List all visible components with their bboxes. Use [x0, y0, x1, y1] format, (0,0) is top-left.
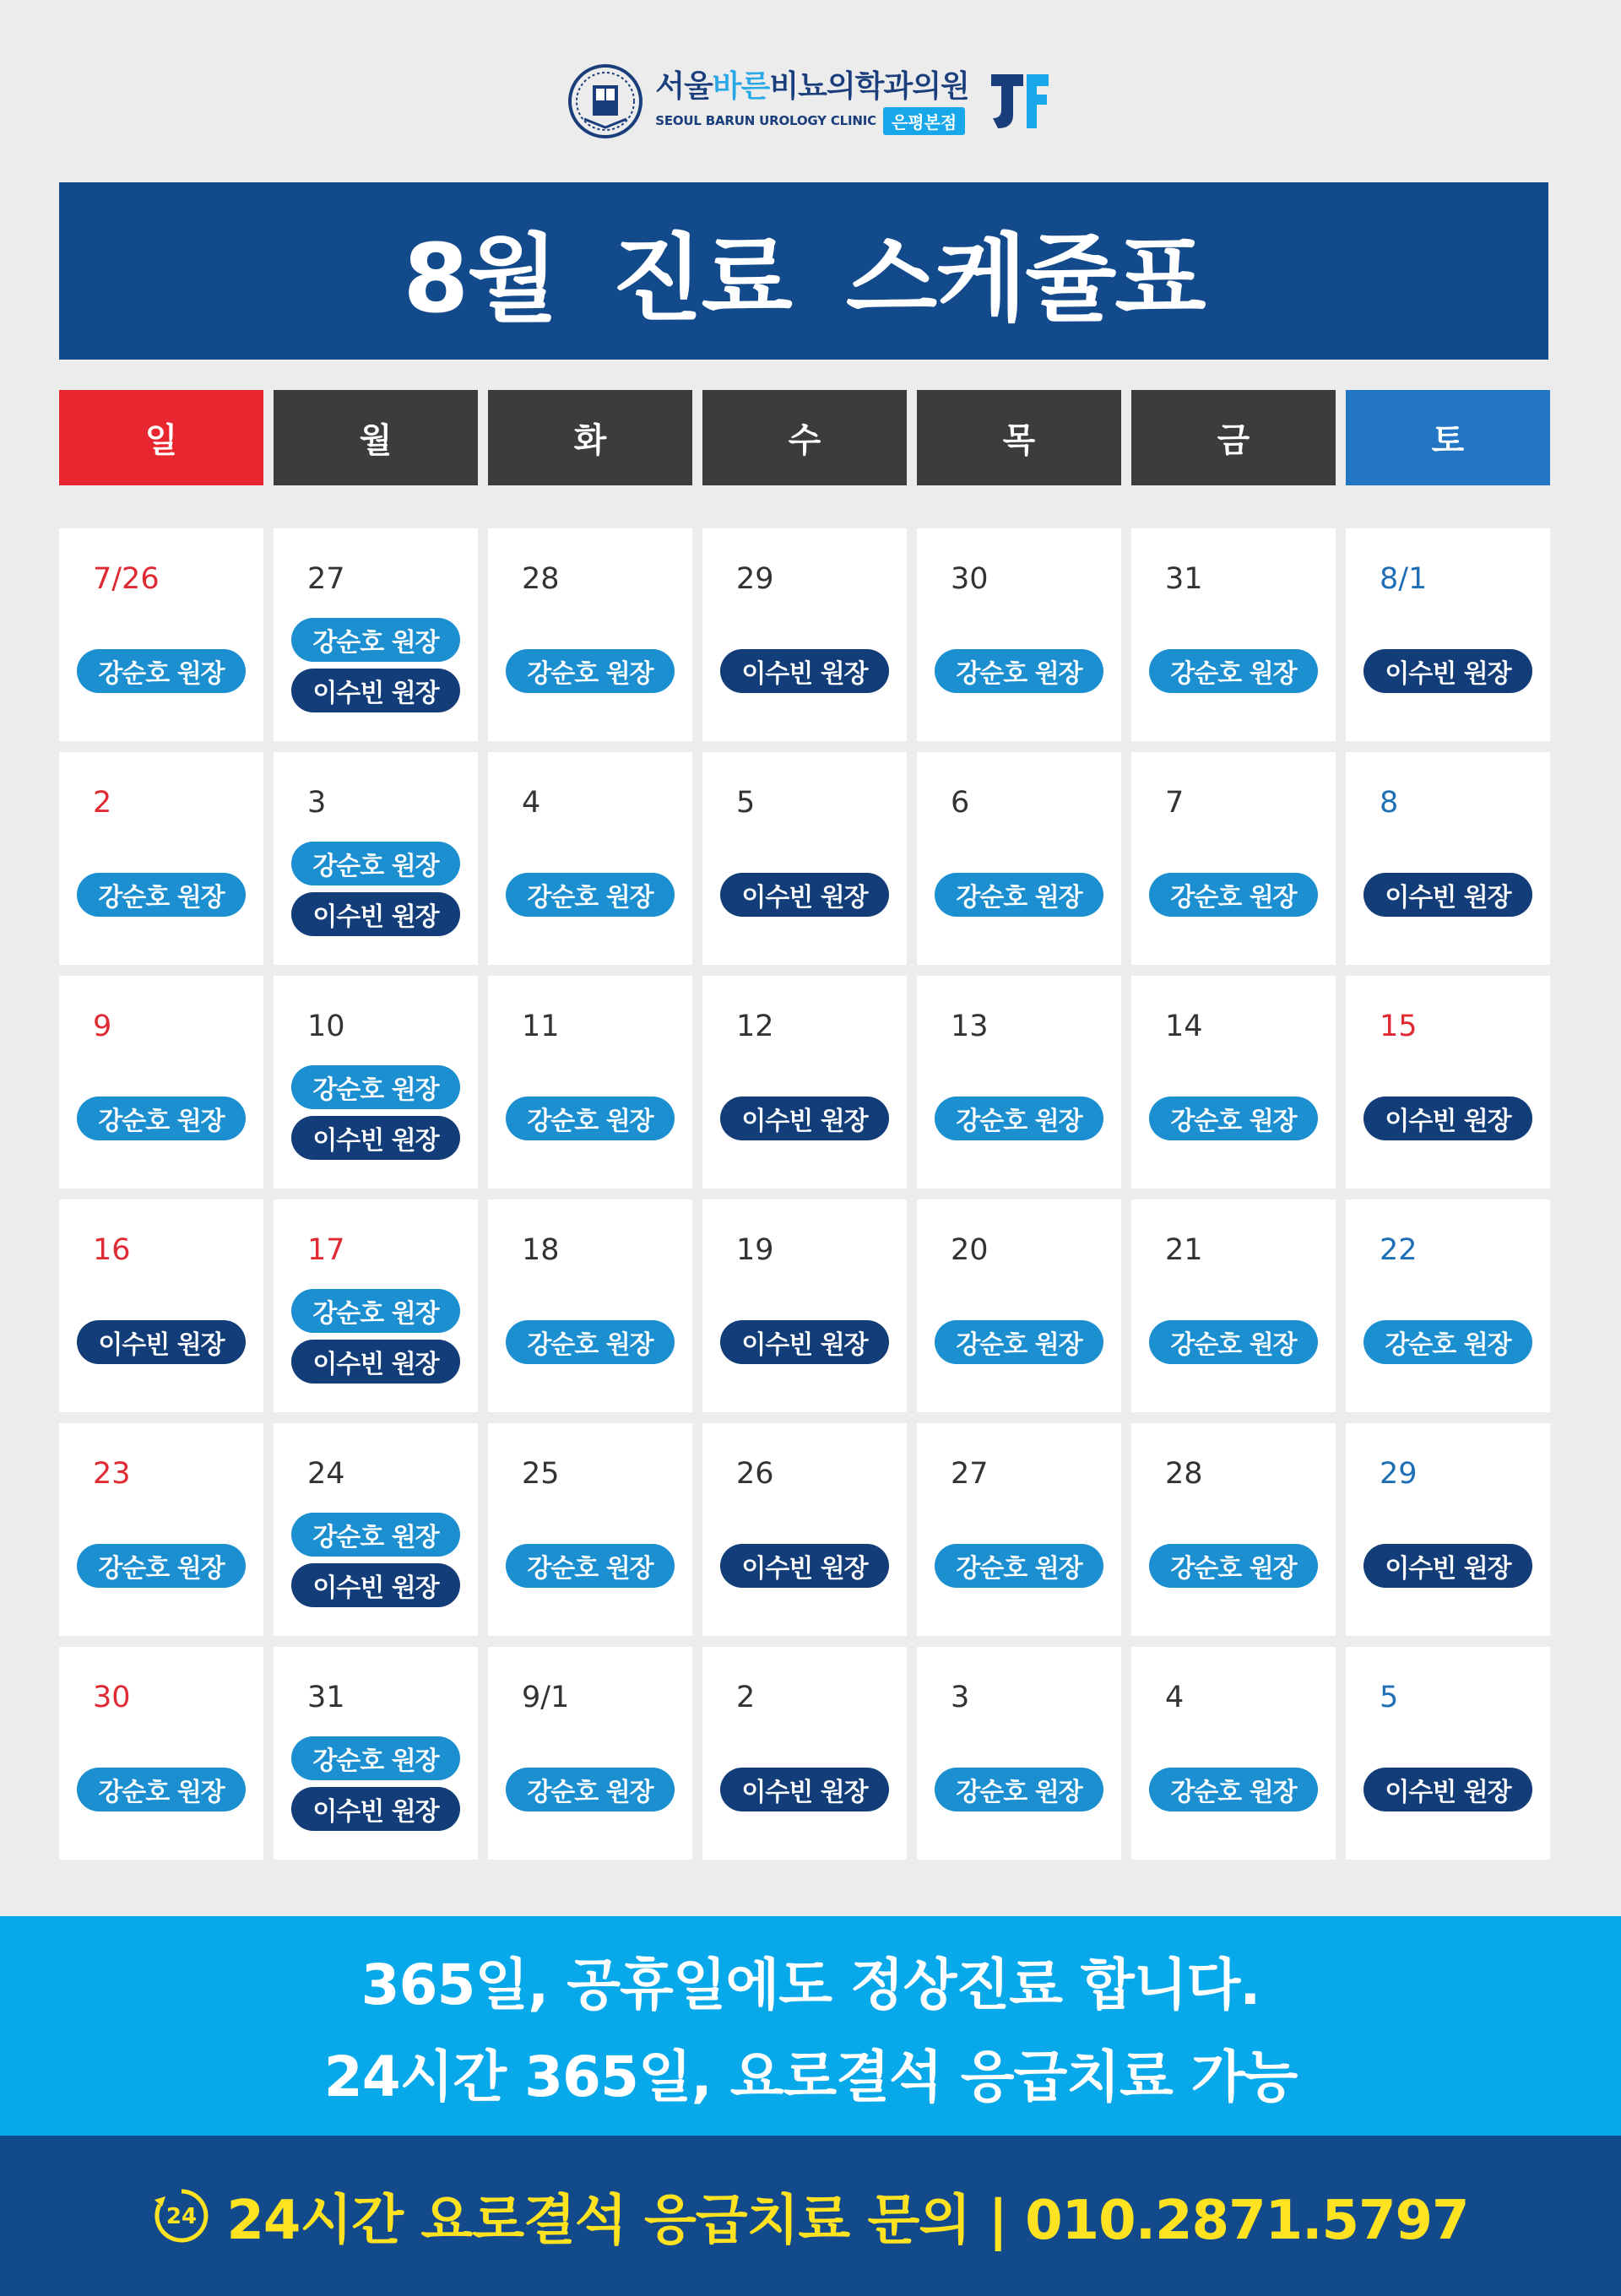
- day-number: 18: [522, 1233, 560, 1267]
- day-number: 9/1: [522, 1681, 570, 1714]
- calendar-day-cell: [488, 1423, 692, 1636]
- weekday-3: 수: [702, 390, 907, 485]
- weekday-6: 토: [1346, 390, 1550, 485]
- doctor-badge-kang: 강순호 원장: [506, 1097, 675, 1140]
- doctor-badge-lee: 이수빈 원장: [291, 1116, 460, 1160]
- doctor-list: [59, 1291, 263, 1412]
- calendar-day-cell: [917, 1423, 1121, 1636]
- doctor-list: [917, 843, 1121, 965]
- day-number: 3: [951, 1681, 970, 1714]
- branch-badge: 은평본점: [883, 107, 965, 135]
- doctor-list: [702, 620, 907, 741]
- day-number: 17: [307, 1233, 345, 1267]
- weekday-1: 월: [274, 390, 478, 485]
- calendar-day-cell: [1131, 752, 1336, 965]
- day-number: 11: [522, 1010, 560, 1043]
- calendar-day-cell: [1346, 976, 1550, 1189]
- calendar-day-cell: [1131, 1199, 1336, 1412]
- day-number: 8/1: [1380, 562, 1428, 596]
- doctor-list: [1346, 1067, 1550, 1189]
- clinic-logo: [0, 59, 1621, 144]
- calendar-grid: [59, 528, 1548, 1860]
- doctor-badge-kang: 강순호 원장: [77, 649, 246, 693]
- day-number: 7/26: [93, 562, 160, 596]
- doctor-list: [488, 1067, 692, 1189]
- doctor-badge-kang: 강순호 원장: [77, 1768, 246, 1811]
- doctor-badge-kang: 강순호 원장: [291, 1736, 460, 1780]
- doctor-badge-kang: 강순호 원장: [1149, 1320, 1318, 1364]
- doctor-badge-kang: 강순호 원장: [935, 1768, 1103, 1811]
- calendar-day-cell: [1131, 1423, 1336, 1636]
- doctor-list: [488, 1738, 692, 1860]
- day-number: 30: [93, 1681, 131, 1714]
- day-number: 30: [951, 562, 989, 596]
- day-number: 28: [522, 562, 560, 596]
- schedule-title-bar: [59, 182, 1548, 360]
- doctor-badge-kang: 강순호 원장: [935, 649, 1103, 693]
- doctor-list: [702, 1738, 907, 1860]
- doctor-badge-lee: 이수빈 원장: [291, 669, 460, 712]
- day-number: 23: [93, 1457, 131, 1491]
- doctor-badge-kang: 강순호 원장: [935, 1544, 1103, 1588]
- day-number: 13: [951, 1010, 989, 1043]
- doctor-badge-kang: 강순호 원장: [77, 1544, 246, 1588]
- doctor-list: [274, 1050, 478, 1189]
- day-number: 5: [1380, 1681, 1399, 1714]
- doctor-list: [917, 620, 1121, 741]
- calendar-day-cell: [488, 752, 692, 965]
- doctor-list: [1346, 843, 1550, 965]
- doctor-badge-lee: 이수빈 원장: [1363, 649, 1532, 693]
- doctor-list: [1131, 620, 1336, 741]
- doctor-list: [1346, 1514, 1550, 1636]
- doctor-list: [488, 1514, 692, 1636]
- day-number: 25: [522, 1457, 560, 1491]
- calendar-day-cell: [59, 1423, 263, 1636]
- doctor-list: [1346, 620, 1550, 741]
- calendar-day-cell: [488, 528, 692, 741]
- calendar-day-cell: [488, 1647, 692, 1860]
- weekday-header: [59, 390, 1548, 485]
- calendar-day-cell: [274, 1199, 478, 1412]
- day-number: 26: [736, 1457, 774, 1491]
- 24-hour-phone-icon: [152, 2186, 211, 2245]
- calendar-day-cell: [488, 1199, 692, 1412]
- doctor-badge-kang: 강순호 원장: [291, 842, 460, 885]
- doctor-badge-kang: 강순호 원장: [291, 618, 460, 662]
- clinic-name-block: [655, 68, 969, 135]
- weekday-2: 화: [488, 390, 692, 485]
- doctor-badge-kang: 강순호 원장: [291, 1065, 460, 1109]
- calendar-day-cell: [59, 752, 263, 965]
- weekday-5: 금: [1131, 390, 1336, 485]
- doctor-list: [59, 843, 263, 965]
- doctor-list: [59, 620, 263, 741]
- doctor-badge-kang: 강순호 원장: [1363, 1320, 1532, 1364]
- calendar-day-cell: [1131, 1647, 1336, 1860]
- doctor-list: [59, 1514, 263, 1636]
- doctor-list: [917, 1738, 1121, 1860]
- doctor-badge-kang: 강순호 원장: [77, 1097, 246, 1140]
- doctor-list: [274, 603, 478, 741]
- day-number: 21: [1165, 1233, 1203, 1267]
- doctor-list: [702, 843, 907, 965]
- clinic-name-en: SEOUL BARUN UROLOGY CLINIC: [655, 113, 876, 128]
- day-number: 9: [93, 1010, 112, 1043]
- page-title: 8월 진료 스케쥴표: [403, 224, 1205, 334]
- contact-text: 24시간 요로결석 응급치료 문의 | 010.2871.5797: [226, 2190, 1469, 2252]
- calendar-day-cell: [702, 752, 907, 965]
- day-number: 15: [1380, 1010, 1418, 1043]
- doctor-badge-kang: 강순호 원장: [935, 1320, 1103, 1364]
- calendar-day-cell: [59, 528, 263, 741]
- doctor-badge-kang: 강순호 원장: [291, 1289, 460, 1333]
- doctor-badge-kang: 강순호 원장: [1149, 1544, 1318, 1588]
- doctor-badge-kang: 강순호 원장: [1149, 649, 1318, 693]
- day-number: 16: [93, 1233, 131, 1267]
- doctor-badge-lee: 이수빈 원장: [291, 892, 460, 936]
- doctor-badge-kang: 강순호 원장: [506, 1320, 675, 1364]
- doctor-list: [1346, 1738, 1550, 1860]
- calendar-day-cell: [1346, 1423, 1550, 1636]
- doctor-list: [702, 1514, 907, 1636]
- calendar-day-cell: [274, 976, 478, 1189]
- day-number: 27: [307, 562, 345, 596]
- doctor-list: [1131, 1514, 1336, 1636]
- doctor-list: [1131, 1067, 1336, 1189]
- calendar-day-cell: [59, 1199, 263, 1412]
- calendar-day-cell: [274, 752, 478, 965]
- svg-text:24: 24: [166, 2204, 198, 2229]
- doctor-badge-kang: 강순호 원장: [506, 873, 675, 917]
- day-number: 31: [1165, 562, 1203, 596]
- day-number: 2: [93, 786, 112, 820]
- doctor-badge-lee: 이수빈 원장: [291, 1563, 460, 1607]
- day-number: 22: [1380, 1233, 1418, 1267]
- calendar-day-cell: [1131, 976, 1336, 1189]
- doctor-list: [1131, 843, 1336, 965]
- doctor-badge-lee: 이수빈 원장: [291, 1340, 460, 1384]
- doctor-list: [59, 1738, 263, 1860]
- doctor-list: [917, 1291, 1121, 1412]
- doctor-badge-kang: 강순호 원장: [935, 1097, 1103, 1140]
- doctor-badge-kang: 강순호 원장: [1149, 873, 1318, 917]
- doctor-list: [488, 843, 692, 965]
- clinic-name: 서울바른비뇨의학과의원: [655, 68, 969, 104]
- doctor-list: [1131, 1738, 1336, 1860]
- doctor-list: [488, 620, 692, 741]
- day-number: 27: [951, 1457, 989, 1491]
- day-number: 6: [951, 786, 970, 820]
- calendar-day-cell: [59, 1647, 263, 1860]
- doctor-badge-lee: 이수빈 원장: [720, 1320, 889, 1364]
- day-number: 29: [736, 562, 774, 596]
- day-number: 5: [736, 786, 756, 820]
- doctor-badge-lee: 이수빈 원장: [77, 1320, 246, 1364]
- notice-line-1: 365일, 공휴일에도 정상진료 합니다.: [361, 1952, 1260, 2017]
- doctor-list: [274, 1721, 478, 1860]
- clinic-mark-icon: [986, 68, 1054, 135]
- calendar-day-cell: [488, 976, 692, 1189]
- calendar-day-cell: [1131, 528, 1336, 741]
- doctor-badge-lee: 이수빈 원장: [1363, 873, 1532, 917]
- day-number: 28: [1165, 1457, 1203, 1491]
- notice-banner: [0, 1916, 1621, 2136]
- calendar-day-cell: [702, 976, 907, 1189]
- weekday-4: 목: [917, 390, 1121, 485]
- doctor-badge-lee: 이수빈 원장: [720, 873, 889, 917]
- day-number: 24: [307, 1457, 345, 1491]
- calendar-day-cell: [274, 1647, 478, 1860]
- calendar-day-cell: [1346, 528, 1550, 741]
- calendar-day-cell: [917, 976, 1121, 1189]
- doctor-badge-kang: 강순호 원장: [935, 873, 1103, 917]
- calendar-day-cell: [702, 1423, 907, 1636]
- day-number: 8: [1380, 786, 1399, 820]
- day-number: 4: [1165, 1681, 1185, 1714]
- doctor-badge-kang: 강순호 원장: [291, 1513, 460, 1557]
- doctor-list: [917, 1514, 1121, 1636]
- doctor-list: [1346, 1291, 1550, 1412]
- day-number: 31: [307, 1681, 345, 1714]
- doctor-list: [1131, 1291, 1336, 1412]
- calendar-day-cell: [917, 1647, 1121, 1860]
- doctor-badge-kang: 강순호 원장: [506, 1544, 675, 1588]
- calendar-day-cell: [702, 528, 907, 741]
- calendar-day-cell: [702, 1647, 907, 1860]
- day-number: 14: [1165, 1010, 1203, 1043]
- day-number: 10: [307, 1010, 345, 1043]
- doctor-list: [702, 1067, 907, 1189]
- doctor-badge-lee: 이수빈 원장: [720, 1097, 889, 1140]
- calendar-day-cell: [1346, 752, 1550, 965]
- calendar-day-cell: [274, 1423, 478, 1636]
- day-number: 4: [522, 786, 541, 820]
- day-number: 29: [1380, 1457, 1418, 1491]
- doctor-list: [274, 1274, 478, 1412]
- calendar-day-cell: [917, 528, 1121, 741]
- doctor-list: [488, 1291, 692, 1412]
- doctor-list: [59, 1067, 263, 1189]
- doctor-list: [274, 1497, 478, 1636]
- calendar-day-cell: [59, 976, 263, 1189]
- university-seal-icon: [567, 63, 643, 139]
- day-number: 3: [307, 786, 327, 820]
- day-number: 19: [736, 1233, 774, 1267]
- calendar-day-cell: [274, 528, 478, 741]
- doctor-badge-lee: 이수빈 원장: [720, 1768, 889, 1811]
- calendar-day-cell: [1346, 1647, 1550, 1860]
- day-number: 2: [736, 1681, 756, 1714]
- day-number: 20: [951, 1233, 989, 1267]
- doctor-badge-kang: 강순호 원장: [506, 649, 675, 693]
- doctor-badge-lee: 이수빈 원장: [1363, 1544, 1532, 1588]
- contact-banner: [0, 2136, 1621, 2296]
- doctor-badge-kang: 강순호 원장: [1149, 1097, 1318, 1140]
- doctor-list: [702, 1291, 907, 1412]
- doctor-badge-kang: 강순호 원장: [506, 1768, 675, 1811]
- day-number: 12: [736, 1010, 774, 1043]
- calendar-day-cell: [702, 1199, 907, 1412]
- doctor-badge-lee: 이수빈 원장: [720, 649, 889, 693]
- calendar-day-cell: [917, 1199, 1121, 1412]
- doctor-list: [917, 1067, 1121, 1189]
- doctor-badge-lee: 이수빈 원장: [291, 1787, 460, 1831]
- doctor-badge-kang: 강순호 원장: [77, 873, 246, 917]
- notice-line-2: 24시간 365일, 요로결석 응급치료 가능: [323, 2044, 1298, 2109]
- doctor-badge-lee: 이수빈 원장: [1363, 1097, 1532, 1140]
- day-number: 7: [1165, 786, 1185, 820]
- calendar-day-cell: [917, 752, 1121, 965]
- doctor-badge-lee: 이수빈 원장: [720, 1544, 889, 1588]
- doctor-badge-kang: 강순호 원장: [1149, 1768, 1318, 1811]
- weekday-0: 일: [59, 390, 263, 485]
- calendar-day-cell: [1346, 1199, 1550, 1412]
- doctor-badge-lee: 이수빈 원장: [1363, 1768, 1532, 1811]
- doctor-list: [274, 826, 478, 965]
